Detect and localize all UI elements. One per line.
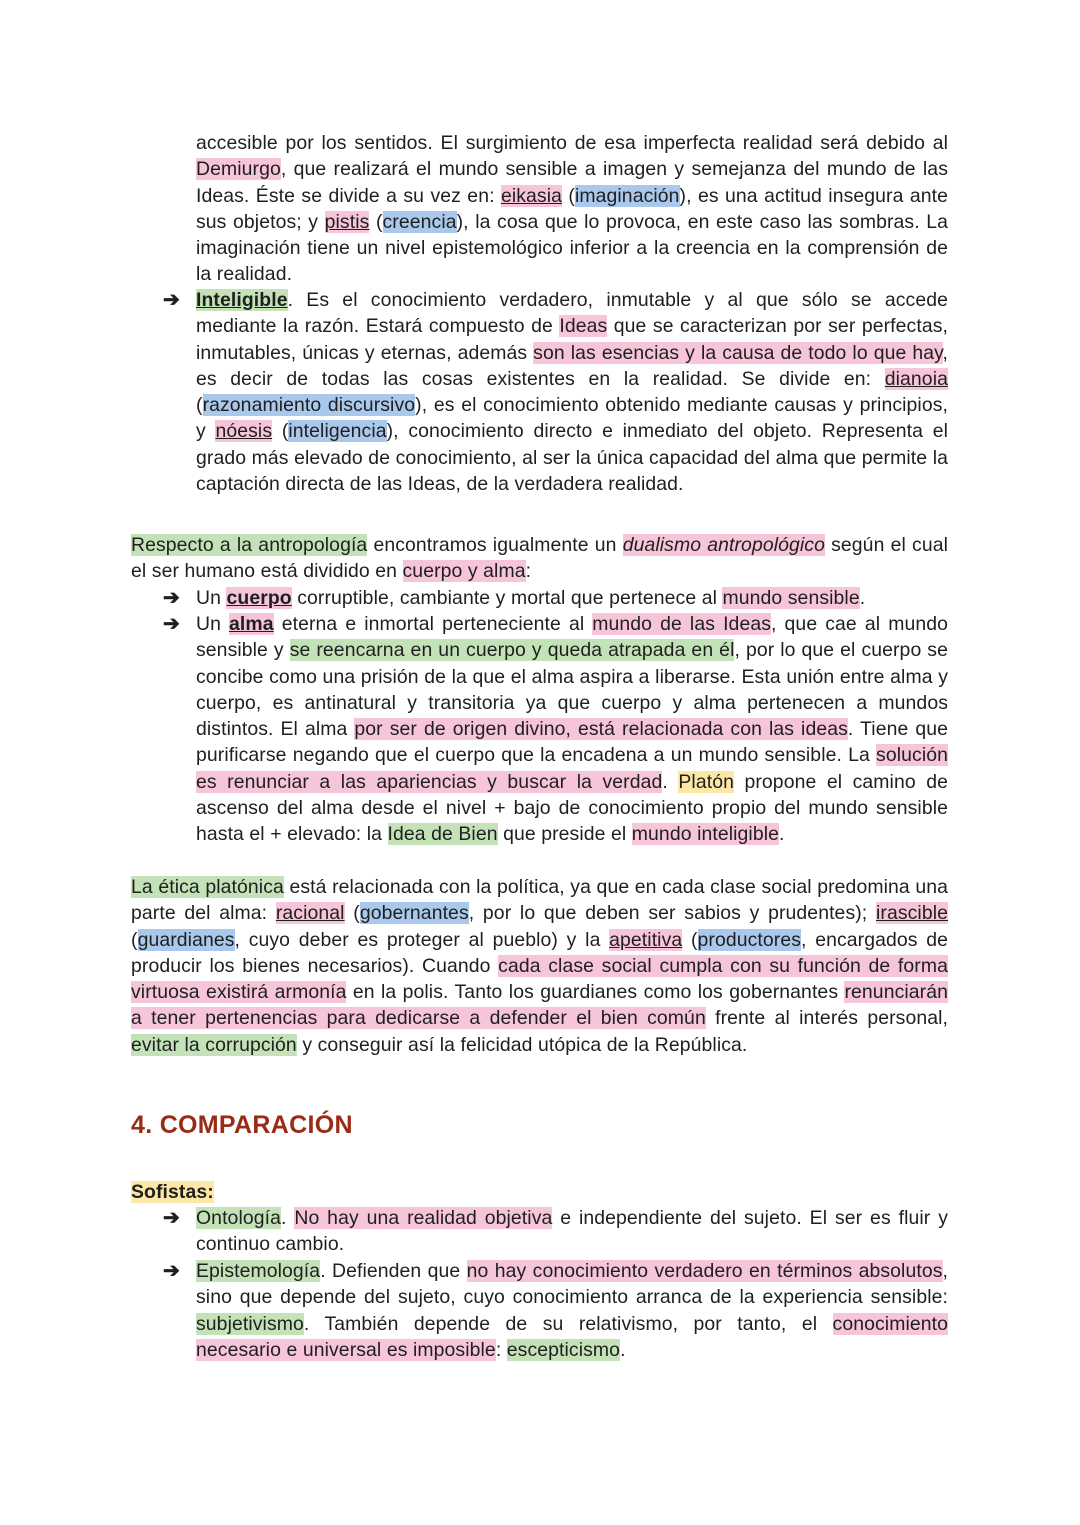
highlight-mundo-sensible: mundo sensible	[722, 587, 860, 609]
text: , sino que depende del sujeto, cuyo conocimiento arranca de la experiencia sensible:	[196, 1260, 949, 1309]
highlight-epistemologia: Epistemología	[196, 1260, 321, 1282]
highlight-origen-divino: por ser de origen divino, está relacionada con las ideas	[354, 718, 848, 741]
text: .	[859, 587, 866, 609]
section-heading: 4. COMPARACIÓN	[131, 1111, 353, 1139]
term-cuerpo: cuerpo	[226, 587, 292, 609]
paragraph-antropologia	[131, 532, 948, 585]
paragraph-inteligible	[196, 287, 948, 497]
text: , es decir de todas las cosas existentes en la realidad. Se divide en:	[196, 341, 948, 390]
term-eikasia: eikasia	[500, 184, 563, 207]
text: encontramos igualmente un	[367, 534, 623, 556]
text: e independiente del sujeto. El ser es fluir y continuo cambio.	[196, 1207, 948, 1256]
list-item-epistemologia	[196, 1258, 948, 1363]
highlight-escepticismo: escepticismo	[506, 1338, 621, 1361]
highlight-mundo-inteligible: mundo inteligible	[631, 823, 780, 846]
term-irascible: irascible	[875, 902, 949, 925]
highlight-creencia: creencia	[382, 210, 457, 233]
term-alma: alma	[229, 613, 274, 635]
text: , cuyo deber es proteger al pueblo) y la	[234, 928, 610, 951]
text: .	[281, 1207, 295, 1229]
paragraph-etica	[131, 874, 948, 1058]
arrow-bullet-icon: ➔	[163, 1207, 180, 1229]
highlight-inteligencia: inteligencia	[288, 420, 387, 443]
arrow-bullet-icon: ➔	[163, 613, 180, 635]
text: (	[344, 902, 360, 925]
text: , por lo que el cuerpo se concibe como una prisión de la que el alma aspira a liberarse. Esta unión entre alma y cuerpo, es antinatural y transitoria ya que cuerpo y alma pertenecen a mundos distintos. El alma	[196, 639, 948, 741]
text: está relacionada con la política, ya que en cada clase social predomina una parte del alma:	[131, 876, 948, 925]
text: según el cual el ser humano está dividido en	[131, 534, 948, 583]
highlight-armonia: cada clase social cumpla con su función de forma virtuosa existirá armonía	[131, 954, 948, 1004]
highlight-no-realidad: No hay una realidad objetiva	[294, 1207, 553, 1229]
term-inteligible: Inteligible	[196, 289, 288, 311]
highlight-antropologia: Respecto a la antropología	[131, 534, 368, 556]
text: ), la cosa que lo provoca, en este caso las sombras. La imaginación tiene un nivel epistemológico inferior a la creencia en la comprensión de la realidad.	[196, 210, 948, 286]
list-item-cuerpo	[196, 585, 948, 611]
text: que preside el	[497, 823, 632, 846]
sofistas-heading-line	[131, 1179, 948, 1205]
highlight-solucion: solución es renunciar a las apariencias y buscar la verdad	[196, 744, 948, 793]
highlight-imaginacion: imaginación	[574, 184, 680, 207]
text: eterna e inmortal perteneciente al	[273, 613, 593, 635]
text: .	[779, 823, 785, 846]
text: en la polis. Tanto los guardianes como los gobernantes	[346, 981, 845, 1004]
highlight-no-conocimiento: no hay conocimiento verdadero en términos absolutos	[466, 1260, 943, 1282]
text: , por lo que deben ser sabios y prudentes);	[468, 902, 876, 925]
arrow-bullet-icon: ➔	[163, 587, 180, 609]
highlight-dualismo: dualismo antropológico	[622, 534, 825, 556]
text: ), conocimiento directo e inmediato del objeto. Representa el grado más elevado de conocimiento, al ser la única capacidad del alma que permite la captación directa de las Ideas, de la verdadera realidad.	[196, 420, 948, 496]
text: frente al interés personal,	[705, 1007, 949, 1030]
text: .	[662, 770, 679, 793]
term-racional: racional	[275, 902, 345, 925]
highlight-cuerpo-alma: cuerpo y alma	[402, 560, 526, 583]
text: :	[495, 1338, 507, 1361]
highlight-reencarna: se reencarna en un cuerpo y queda atrapada en él	[289, 639, 735, 662]
text: y conseguir así la felicidad utópica de la República.	[296, 1033, 748, 1056]
text: Un	[196, 613, 230, 635]
highlight-platon: Platón	[678, 770, 734, 793]
paragraph-sensible-continuation	[196, 130, 948, 288]
text: :	[525, 560, 532, 583]
text: , que realizará el mundo sensible a imagen y semejanza del mundo de las Ideas. Éste se divide a su vez en:	[196, 158, 948, 207]
text: accesible por los sentidos. El surgimiento de esa imperfecta realidad será debido al	[196, 132, 948, 154]
arrow-bullet-icon: ➔	[163, 1260, 180, 1282]
highlight-ideas: Ideas	[559, 315, 608, 338]
text: .	[620, 1338, 626, 1361]
highlight-idea-bien: Idea de Bien	[387, 823, 498, 846]
term-noesis: nóesis	[215, 420, 273, 443]
text: (	[369, 210, 383, 233]
highlight-etica: La ética platónica	[131, 876, 284, 898]
text: corruptible, cambiante y mortal que pertenece al	[291, 587, 723, 609]
text: (	[131, 928, 138, 951]
text: (	[562, 184, 575, 207]
highlight-gobernantes: gobernantes	[359, 902, 469, 925]
highlight-demiurgo: Demiurgo	[196, 158, 281, 181]
highlight-imposible: conocimiento necesario e universal es imposible	[196, 1312, 948, 1361]
highlight-ontologia: Ontología	[196, 1207, 281, 1229]
highlight-productores: productores	[697, 928, 802, 951]
text: Un	[196, 587, 227, 609]
term-pistis: pistis	[324, 210, 370, 233]
highlight-mundo-ideas: mundo de las Ideas	[592, 613, 772, 635]
text: propone el camino de ascenso del alma desde el nivel + bajo de conocimiento propio del mundo sensible hasta el + elevado: la	[196, 770, 948, 846]
term-apetitiva: apetitiva	[609, 928, 683, 951]
text: (	[272, 420, 289, 443]
text: (	[196, 394, 203, 417]
highlight-guardianes: guardianes	[137, 928, 235, 951]
text: ), es una actitud insegura ante sus objetos; y	[196, 184, 949, 233]
text: ), es el conocimiento obtenido mediante causas y principios, y	[196, 394, 948, 443]
highlight-renunciaran: renunciarán a tener pertenencias para dedicarse a defender el bien común	[131, 981, 948, 1030]
highlight-esencias: son las esencias y la causa de todo lo que hay	[533, 341, 943, 364]
sofistas-title: Sofistas:	[131, 1181, 214, 1203]
arrow-bullet-icon: ➔	[163, 289, 180, 311]
highlight-razonamiento: razonamiento discursivo	[202, 394, 416, 417]
text: , que cae al mundo sensible y	[196, 613, 948, 662]
highlight-corrupcion: evitar la corrupción	[131, 1033, 297, 1056]
text: . Defienden que	[320, 1260, 467, 1282]
text: . Es el conocimiento verdadero, inmutable y al que sólo se accede mediante la razón. Estará compuesto de	[196, 289, 948, 338]
text: . Tiene que purificarse negando que el cuerpo que la encadena a un mundo sensible. La	[196, 718, 948, 767]
term-dianoia: dianoia	[884, 367, 948, 390]
text: que se caracterizan por ser perfectas, inmutables, únicas y eternas, además	[196, 315, 948, 364]
highlight-subjetivismo: subjetivismo	[196, 1312, 304, 1335]
text: (	[682, 928, 698, 951]
text: . También depende de su relativismo, por tanto, el	[303, 1312, 833, 1335]
list-item-ontologia	[196, 1205, 948, 1258]
list-item-alma	[196, 611, 948, 848]
text: , encargados de producir los bienes necesarios). Cuando	[131, 928, 948, 977]
